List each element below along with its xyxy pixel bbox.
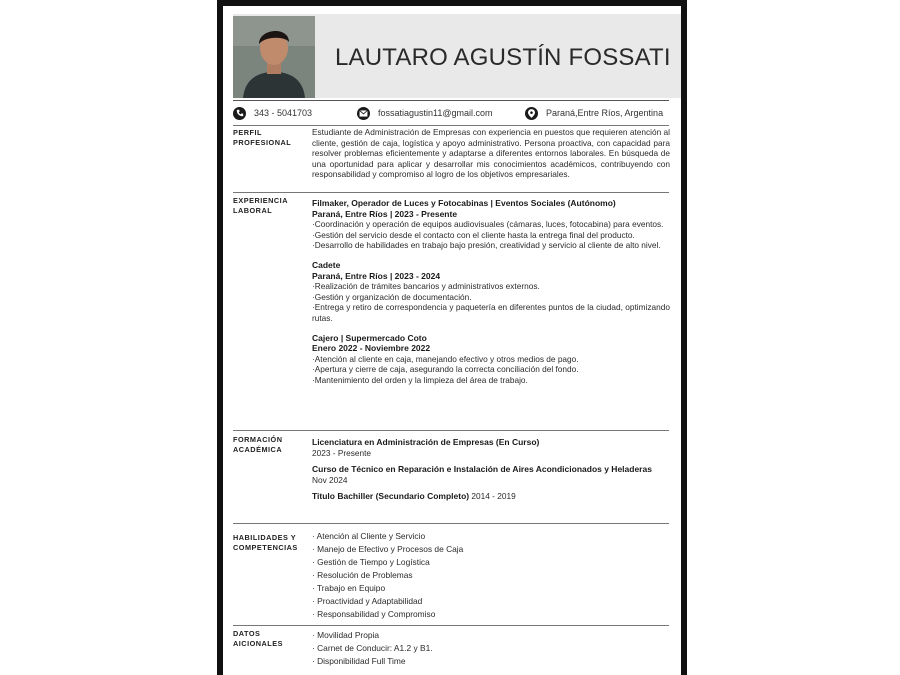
section-divider [233,625,669,626]
section-label-experience: EXPERIENCIA LABORAL [233,196,288,215]
job-meta: Enero 2022 - Noviembre 2022 [312,343,431,354]
contact-divider [233,125,669,126]
job-title: Filmaker, Operador de Luces y Fotocabinas | Eventos Sociales (Autónomo) [312,198,616,208]
phone-number: 343 - 5041703 [254,108,313,118]
education-date: 2023 - Presente [312,447,372,458]
section-label-skills: HABILIDADES Y COMPETENCIAS [233,533,298,552]
job-meta: Paraná, Entre Ríos | 2023 - 2024 [312,270,441,281]
extra-item: · Movilidad Propia [312,630,380,640]
education-list [312,437,670,502]
location-text: Paraná,Entre Ríos, Argentina [546,108,664,118]
skill-item: · Atención al Cliente y Servicio [312,531,426,541]
skill-item: · Responsabilidad y Compromiso [312,609,436,619]
job-entry [312,333,670,386]
education-entry [312,437,670,458]
education-date: 2014 - 2019 [469,491,516,502]
skills-list [312,530,670,621]
contact-location [525,105,663,121]
location-pin-icon [525,107,538,120]
extra-item: · Disponibilidad Full Time [312,656,406,666]
education-date: Nov 2024 [312,474,348,485]
section-divider [233,523,669,524]
job-entry [312,198,670,251]
job-title: Cajero | Supermercado Coto [312,332,427,343]
job-title: Cadete [312,259,341,270]
profile-text: Estudiante de Administración de Empresas con experiencia en puestos que requieren atención al cliente, gestión de caja, logística y apoyo administrativo. Persona proactiva, con capacidad para resolver problemas eficientemente y adaptarse a diferentes entornos laborales. En búsqueda de una oportunidad para aplicar y desarrollar mis conocimientos académicos, contribuyendo con responsabilidad y compromiso al logro de los objetivos empresariales. [312,127,670,180]
job-bullet: ·Apertura y cierre de caja, asegurando la correcta conciliación del fondo. [312,364,579,375]
contact-phone [233,105,312,121]
profile-photo [233,16,315,98]
skill-item: · Gestión de Tiempo y Logística [312,557,430,567]
skill-item: · Resolución de Problemas [312,570,413,580]
section-label-extra: DATOS AICIONALES [233,629,283,648]
job-bullet: ·Realización de trámites bancarios y administrativos externos. [312,281,540,292]
extra-item: · Carnet de Conducir: A1.2 y B1. [312,643,433,653]
full-name: LAUTARO AGUSTÍN FOSSATI [335,44,671,71]
job-bullet: ·Entrega y retiro de correspondencia y paquetería en diferentes puntos de la ciudad, optimizando rutas. [312,302,670,323]
section-label-profile: PERFIL PROFESIONAL [233,128,292,147]
education-entry [312,464,670,485]
header-divider [233,100,669,101]
job-meta: Paraná, Entre Ríos | 2023 - Presente [312,208,458,219]
envelope-icon [357,107,370,120]
job-bullet: ·Gestión y organización de documentación. [312,291,472,302]
email-address: fossatiagustin11@gmail.com [378,108,493,118]
job-bullet: ·Mantenimiento del orden y la limpieza del área de trabajo. [312,374,528,385]
experience-list [312,198,670,395]
section-label-education: FORMACIÓN ACADÉMICA [233,435,283,454]
job-entry [312,260,670,324]
job-bullet: ·Atención al cliente en caja, manejando efectivo y otros medios de pago. [312,353,579,364]
job-bullet: ·Desarrollo de habilidades en trabajo bajo presión, creatividad y servicio al cliente de alto nivel. [312,240,661,251]
job-bullet: ·Gestión del servicio desde el contacto con el cliente hasta la entrega final del producto. [312,229,635,240]
skill-item: · Proactividad y Adaptabilidad [312,596,423,606]
education-title: Curso de Técnico en Reparación e Instalación de Aires Acondicionados y Heladeras [312,464,652,475]
education-title: Licenciatura en Administración de Empresas (En Curso) [312,437,540,447]
section-divider [233,430,669,431]
skill-item: · Manejo de Efectivo y Procesos de Caja [312,544,464,554]
skill-item: · Trabajo en Equipo [312,583,386,593]
contact-email [357,105,493,121]
section-divider [233,192,669,193]
job-bullet: ·Coordinación y operación de equipos audiovisuales (cámaras, luces, fotocabina) para eventos. [312,219,664,230]
education-title: Titulo Bachiller (Secundario Completo) [312,491,470,502]
education-entry [312,491,670,502]
cv-page [223,6,681,675]
phone-icon [233,107,246,120]
extra-list [312,629,670,668]
